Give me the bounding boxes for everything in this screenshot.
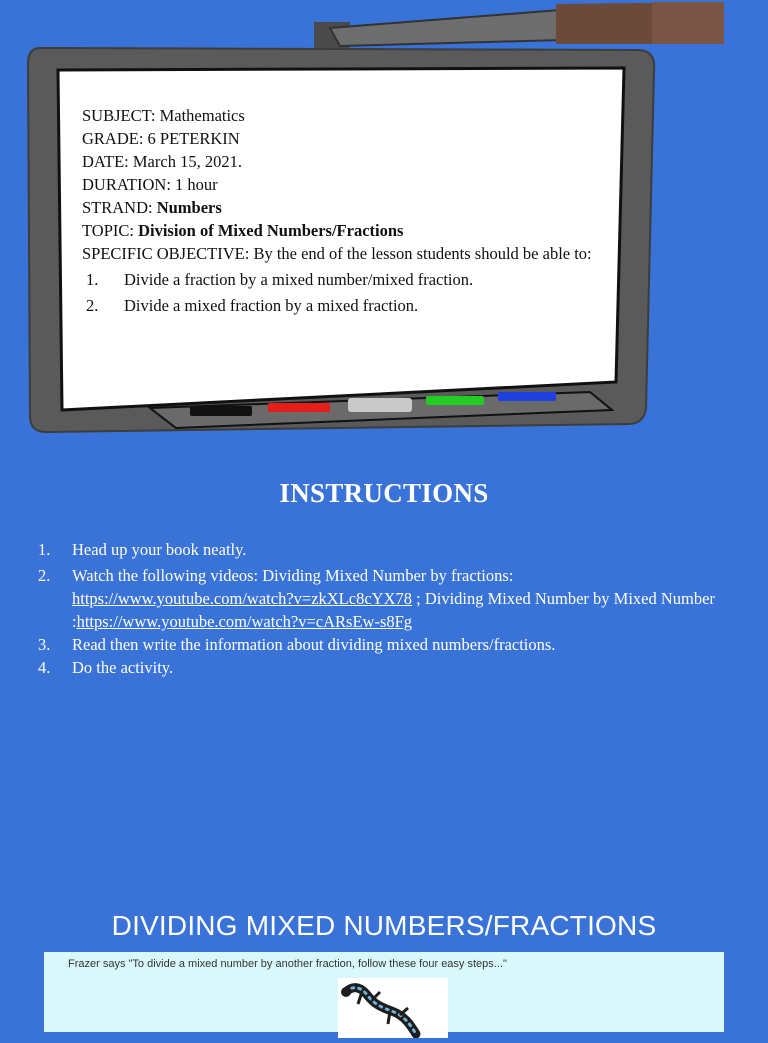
objectives-list: [82, 267, 597, 319]
objective-line: SPECIFIC OBJECTIVE: By the end of the lesson students should be able to:: [82, 244, 592, 263]
strand-line: STRAND: Numbers: [82, 198, 222, 217]
instructions-heading: INSTRUCTIONS: [279, 478, 489, 508]
projector-icon: [314, 2, 724, 52]
instructions-list: [38, 538, 718, 679]
duration-line: DURATION: 1 hour: [82, 175, 218, 194]
objective-item: 1. Divide a fraction by a mixed number/mixed fraction.: [86, 270, 474, 289]
instruction-item: 4. Do the activity.: [38, 658, 174, 677]
subject-line: SUBJECT: Mathematics: [82, 106, 245, 125]
instruction-item: 3. Read then write the information about dividing mixed numbers/fractions.: [38, 635, 556, 654]
instruction-item: 1. Head up your book neatly.: [38, 540, 247, 559]
marker-gray: [348, 398, 412, 412]
video-link-2[interactable]: https://www.youtube.com/watch?v=cARsEw-s8Fg: [76, 612, 413, 631]
lesson-details: [82, 104, 597, 319]
marker-green: [426, 396, 484, 405]
objective-item: 2. Divide a mixed fraction by a mixed fraction.: [86, 296, 419, 315]
marker-blue: [498, 392, 556, 401]
section-heading: DIVIDING MIXED NUMBERS/FRACTIONS: [111, 910, 657, 941]
frazer-panel: [44, 952, 724, 1032]
frazer-quote: Frazer says "To divide a mixed number by another fraction, follow these four easy steps...": [68, 958, 507, 970]
salamander-icon: [338, 978, 448, 1038]
date-line: DATE: March 15, 2021.: [82, 152, 242, 171]
video-link-1[interactable]: https://www.youtube.com/watch?v=zkXLc8cYX78: [72, 589, 412, 608]
marker-red: [268, 403, 330, 412]
instruction-text: Watch the following videos: Dividing Mixed Number by fractions: https://www.youtube.com/watch?v=zkXLc8cYX78 ; Dividing Mixed Number by Mixed Number :https://www.youtube.com/watch?v=cARsEw-s8Fg: [72, 566, 715, 631]
topic-line: TOPIC: Division of Mixed Numbers/Fractions: [82, 221, 404, 240]
marker-black: [190, 406, 252, 416]
grade-line: GRADE: 6 PETERKIN: [82, 129, 240, 148]
instruction-item: 2. Watch the following videos: Dividing Mixed Number by fractions: https://www.youtube.com/watch?v=zkXLc8cYX78 ; Dividing Mixed Number by Mixed Number :https://www.youtube.com/watch?v=cARsEw-s8Fg: [38, 564, 718, 633]
